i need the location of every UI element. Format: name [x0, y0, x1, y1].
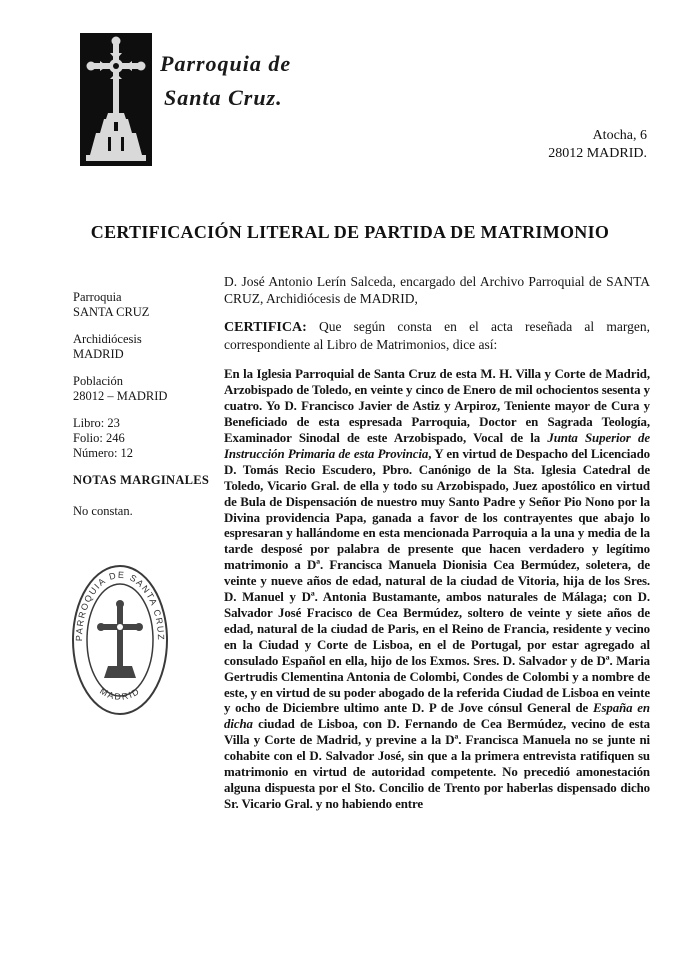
margin-column	[73, 290, 223, 519]
parroquia-value: SANTA CRUZ	[73, 305, 150, 319]
certifica-text: Que según consta en el acta reseñada al margen, correspondiente al Libro de Matrimonios, dice así:	[224, 319, 650, 352]
record-text-part3: ciudad de Lisboa, con D. Fernando de Cea Bermúdez, vecino de esta Villa y Corte de Madrid, y previne a la Dª. Francisca Manuela no se junte ni cohabite con el D. Salvador José, sin que a la primera entrevista ratifiquen su matrimonio en virtud de autoridad competente. No precedió amonestación alguna dispuesta por el Sto. Concilio de Trento por haberlas dispensado dicho Sr. Vicario Gral. y no habiendo entre	[224, 717, 650, 811]
parish-seal-icon	[68, 560, 172, 720]
marriage-record-text	[224, 367, 650, 812]
parish-name-line1: Parroquia de	[160, 51, 292, 76]
notas-marginales-heading: NOTAS MARGINALES	[73, 473, 210, 487]
certifica-paragraph	[224, 319, 650, 353]
seal-bottom-text: MADRID	[98, 685, 142, 702]
archidiocesis-label: Archidiócesis	[73, 332, 142, 346]
record-italic-junta: Junta Superior de Instrucción Primaria de esta Provincia	[224, 431, 650, 461]
address-street: Atocha, 6	[592, 128, 647, 143]
record-text-part2: , Y en virtud de Despacho del Licenciado D. Tomás Recio Escudero, Pbro. Canónigo de la Sta. Iglesia Catedral de Toledo, Vicario Gral. de ella y todo su Arzobispado, Juez apostólico en virtud de Bula de Dispensación de nuestro muy Santo Padre y Señor Pio Nono por la Divina providencia Papa, ganada a favor de los contrayentes que abajo lo espresaran y hallándome en esta mencionada Parroquia a la una y media de la tarde desposé por palabra de presente que hacen verdadero y legítimo matrimonio a Dª. Francisca Manuela Dionisia Cea Bermúdez, soletera, de veinte y nueve años de edad, natural de la ciudad de Vitoria, hija de los Sres. D. Manuel y Dª. Antonia Bustamante, ambos naturales de Málaga; con D. Salvador José Fracisco de Cea Bermúdez, soltero de veinte y siete años de edad, natural de la ciudad de Paris, en el Reino de Francia, residente y vecino en la Ciudad y Corte de Lisboa, en el de Portugal, por estar agregado al consulado Español en ella, hijo de los Exmos. Sres. D. Salvador y de Dª. Maria Gertrudis Clementina Antonia de Colombi, Condes de Colombi y a nombre de este, y en virtud de su poder abogado de la referida Ciudad de Lisboa en veinte y ocho de Diciembre ultimo ante D. P de Jove cónsul General de	[224, 446, 650, 716]
folio-number: Folio: 246	[73, 431, 125, 445]
address-city: 28012 MADRID.	[548, 146, 647, 161]
record-text-part1: En la Iglesia Parroquial de Santa Cruz de esta M. H. Villa y Corte de Madrid, Arzobispado de Toledo, en veinte y cinco de Enero de mil ochocientos sesenta y cuatro. Yo D. Francisco Javier de Astiz y Arpiroz, Teniente mayor de Cura y Beneficiado de esta espresada Parroquia, Doctor en Sagrada Teología, Examinador Sinodal de este Arzobispado, Vocal de la	[224, 367, 650, 445]
intro-paragraph: D. José Antonio Lerín Salceda, encargado del Archivo Parroquial de SANTA CRUZ, Archidiócesis de MADRID,	[224, 274, 650, 306]
certifica-label: CERTIFICA:	[224, 320, 307, 336]
parish-cross-logo-icon	[80, 33, 152, 166]
archidiocesis-value: MADRID	[73, 347, 124, 361]
parish-name-line2: Santa Cruz.	[164, 85, 283, 110]
numero-number: Número: 12	[73, 446, 134, 460]
record-italic-espana: España en dicha	[224, 701, 650, 732]
certificate-body	[224, 274, 650, 813]
parish-name	[160, 47, 330, 115]
document-title: CERTIFICACIÓN LITERAL DE PARTIDA DE MATRIMONIO	[90, 222, 610, 242]
seal-top-text: PARROQUIA DE SANTA CRUZ	[73, 569, 167, 642]
poblacion-label: Población	[73, 374, 123, 388]
notas-marginales-value: No constan.	[73, 504, 133, 518]
parish-address	[548, 127, 647, 163]
poblacion-value: 28012 – MADRID	[73, 389, 168, 403]
parroquia-label: Parroquia	[73, 290, 122, 304]
libro-number: Libro: 23	[73, 416, 120, 430]
